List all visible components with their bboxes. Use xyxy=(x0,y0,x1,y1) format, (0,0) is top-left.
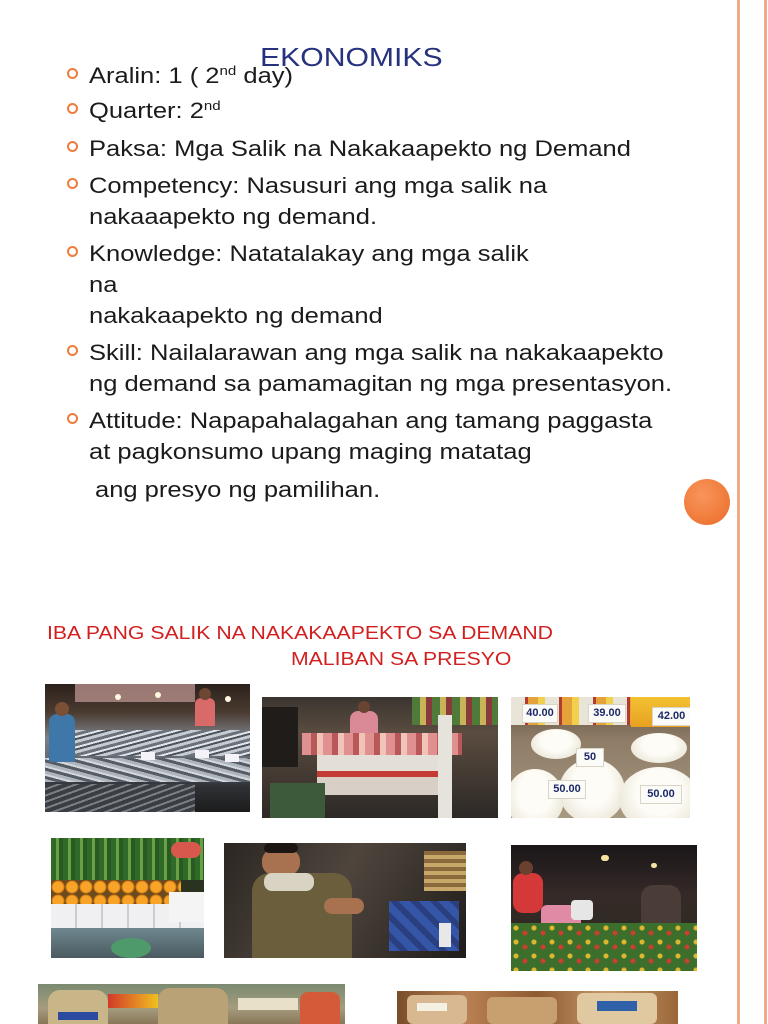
section-heading-line-1: IBA PANG SALIK NA NAKAKAAPEKTO SA DEMAND xyxy=(47,622,553,643)
bullet-text-line: Attitude: Napapahalagahan ang tamang paggasta xyxy=(89,408,653,433)
bullet-text: Aralin: 1 ( 2 xyxy=(89,63,220,88)
bullet-text-line: Knowledge: Natatalakay ang mga salik xyxy=(89,241,529,266)
bullet-text-line: Competency: Nasusuri ang mga salik na xyxy=(89,173,548,198)
price-tag: 39.00 xyxy=(589,705,625,722)
fish-market-photo xyxy=(45,684,250,812)
market-vendor-photo xyxy=(224,843,466,958)
superscript: nd xyxy=(203,98,221,113)
meat-counter-photo xyxy=(262,697,498,818)
bullet-text-line: Paksa: Mga Salik na Nakakaapekto ng Demand xyxy=(89,136,631,161)
price-tag: 42.00 xyxy=(653,708,690,725)
bullet-text-line: na xyxy=(89,272,118,297)
attitude-continuation-line: ang presyo ng pamilihan. xyxy=(95,477,381,502)
price-tag: 40.00 xyxy=(523,705,557,722)
price-tag: 50.00 xyxy=(549,781,585,798)
fruit-stall-photo xyxy=(51,838,204,958)
bullet-text: Quarter: 2 xyxy=(89,98,204,123)
bullet-text-line: ng demand sa pamamagitan ng mga presentasyon. xyxy=(89,371,673,396)
bullet-text-line: nakaaapekto ng demand. xyxy=(89,204,378,229)
bullet-text-line xyxy=(89,60,293,91)
bullet-ring-icon xyxy=(67,413,78,424)
slide-title: EKONOMIKS xyxy=(260,42,443,72)
superscript: nd xyxy=(219,63,237,78)
vegetable-stall-photo xyxy=(511,845,697,971)
bullet-text-line: Skill: Nailalarawan ang mga salik na nakakaapekto xyxy=(89,340,664,365)
bullet-text-line: at pagkonsumo upang maging matatag xyxy=(89,439,532,464)
price-tag: 50 xyxy=(577,749,603,766)
bullet-text-line xyxy=(89,95,221,126)
orange-circle-decoration xyxy=(684,479,730,525)
bullet-ring-icon xyxy=(67,246,78,257)
right-border-line xyxy=(737,0,740,1024)
bullet-ring-icon xyxy=(67,141,78,152)
rice-stall-photo xyxy=(511,697,690,818)
right-edge-line xyxy=(764,0,767,1024)
bullet-ring-icon xyxy=(67,103,78,114)
goods-sacks-photo xyxy=(38,984,345,1024)
price-tag: 50.00 xyxy=(641,786,681,803)
bread-goods-photo xyxy=(397,991,678,1024)
bullet-ring-icon xyxy=(67,345,78,356)
bullet-ring-icon xyxy=(67,178,78,189)
bullet-text: day) xyxy=(236,63,294,88)
bullet-ring-icon xyxy=(67,68,78,79)
section-heading-line-2: MALIBAN SA PRESYO xyxy=(291,648,512,669)
bullet-text-line: nakakaapekto ng demand xyxy=(89,303,383,328)
